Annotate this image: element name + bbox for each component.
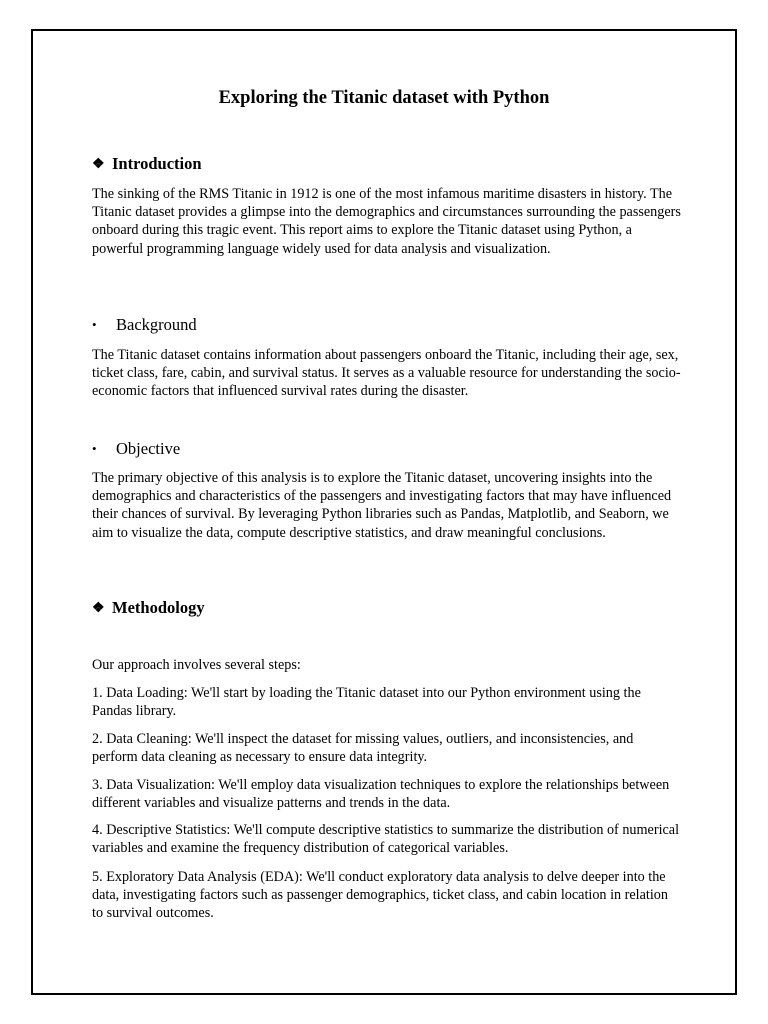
- introduction-heading: [92, 154, 202, 174]
- diamond-bullet-icon: ❖: [92, 601, 105, 616]
- introduction-heading-label: Introduction: [112, 154, 202, 173]
- diamond-bullet-icon: ❖: [92, 157, 105, 172]
- methodology-step: 5. Exploratory Data Analysis (EDA): We'll conduct exploratory data analysis to delve deeper into the data, investigating factors such as passenger demographics, ticket class, and cabin location in relation to survival outcomes.: [92, 869, 668, 922]
- methodology-intro: Our approach involves several steps:: [92, 657, 301, 673]
- document-title: Exploring the Titanic dataset with Python: [218, 88, 550, 108]
- background-heading-label: Background: [116, 315, 197, 334]
- background-heading: [92, 315, 197, 335]
- methodology-step: 4. Descriptive Statistics: We'll compute descriptive statistics to summarize the distribution of numerical variables and examine the frequency distribution of categorical variables.: [92, 822, 680, 857]
- objective-paragraph: The primary objective of this analysis is to explore the Titanic dataset, uncovering insights into the demographics and characteristics of the passengers and investigating factors that may have influenced their chances of survival. By leveraging Python libraries such as Pandas, Matplotlib, and Seaborn, we aim to visualize the data, compute descriptive statistics, and draw meaningful conclusions.: [92, 470, 672, 541]
- methodology-heading-label: Methodology: [112, 598, 205, 617]
- background-paragraph: The Titanic dataset contains information about passengers onboard the Titanic, including their age, sex, ticket class, fare, cabin, and survival status. It serves as a valuable resource for understanding the socio-economic factors that influenced survival rates during the disaster.: [92, 347, 681, 400]
- objective-heading: [92, 439, 180, 459]
- objective-heading-label: Objective: [116, 439, 181, 458]
- methodology-step: 1. Data Loading: We'll start by loading the Titanic dataset into our Python environment using the Pandas library.: [92, 685, 641, 720]
- bullet-icon: •: [92, 441, 97, 456]
- bullet-icon: •: [92, 317, 97, 332]
- introduction-paragraph: The sinking of the RMS Titanic in 1912 is one of the most infamous maritime disasters in history. The Titanic dataset provides a glimpse into the demographics and circumstances surrounding the passengers onboard during this tragic event. This report aims to explore the Titanic dataset using Python, a powerful programming language widely used for data analysis and visualization.: [92, 186, 681, 257]
- methodology-step: 2. Data Cleaning: We'll inspect the dataset for missing values, outliers, and inconsistencies, and perform data cleaning as necessary to ensure data integrity.: [92, 731, 634, 766]
- methodology-step: 3. Data Visualization: We'll employ data visualization techniques to explore the relationships between different variables and visualize patterns and trends in the data.: [92, 777, 670, 812]
- methodology-heading: [92, 598, 205, 618]
